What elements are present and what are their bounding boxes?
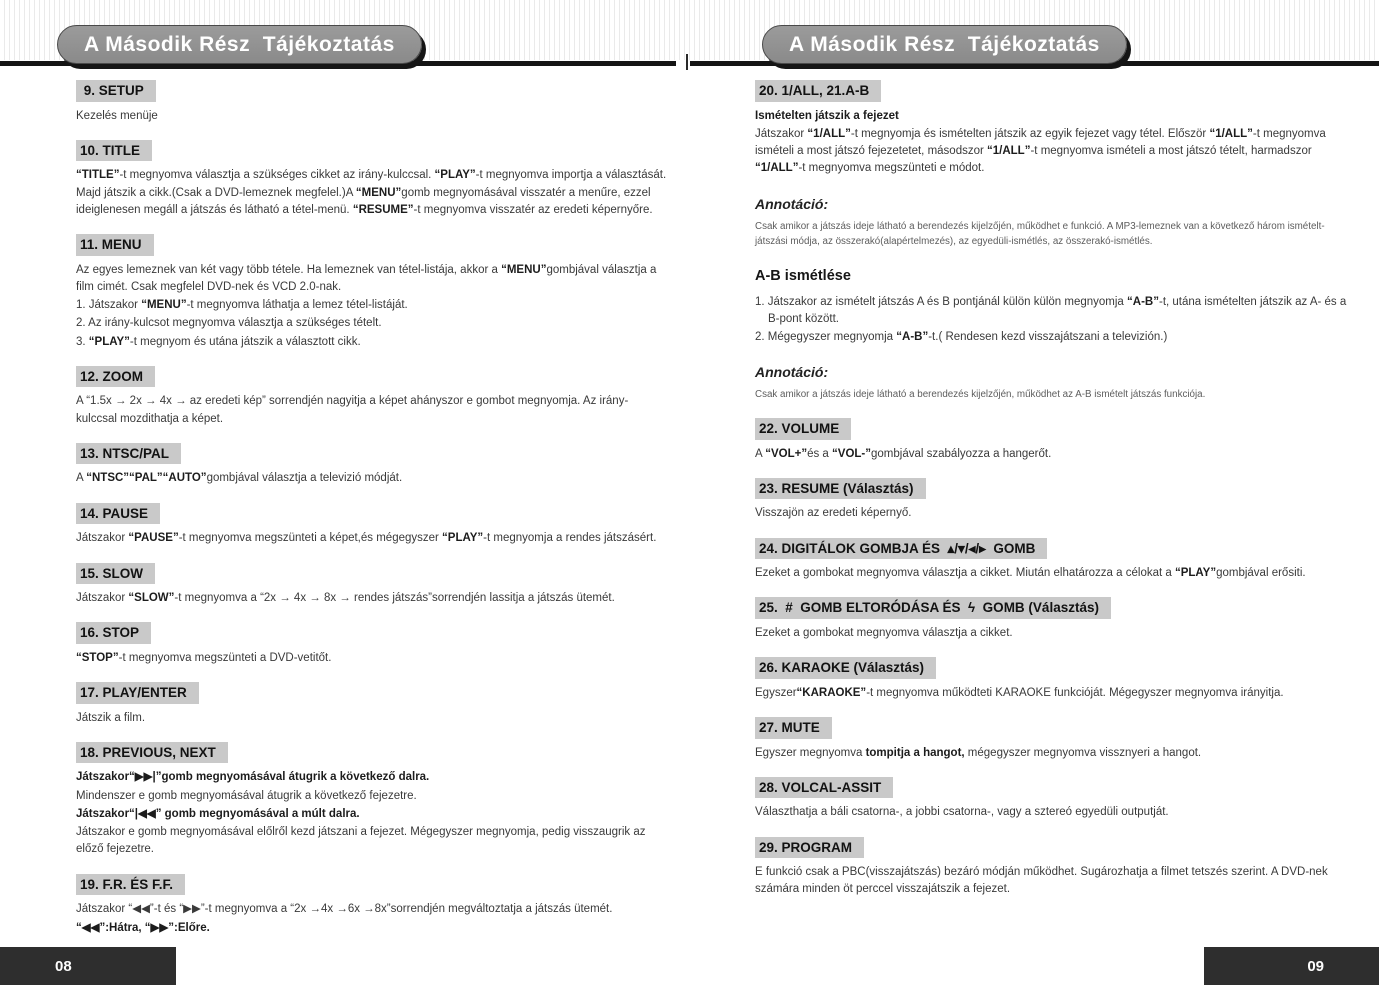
section-paragraph: 1. Játszakor “MENU”-t megnyomva láthatja a lemez tétel-listáját. [76,299,408,312]
manual-section [76,874,668,937]
manual-section [755,597,1355,642]
section-heading: 23. RESUME (Választás) [755,478,926,500]
section-heading: 15. SLOW [76,563,155,585]
section-heading: 17. PLAY/ENTER [76,682,199,704]
manual-section [76,140,668,219]
section-heading: 25. # GOMB ELTORÓDÁSA ÉS ϟ GOMB (Választás) [755,597,1111,619]
manual-section [76,563,668,608]
section-paragraph: A “1.5x → 2x → 4x → az eredeti kép” sorrendjén nagyitja a képet ahányszor e gombot megnyomja. Az irány-kulccsal mozdithatja a képet. [76,395,629,425]
manual-section [76,742,668,859]
section-paragraph: Játszakor“|◀◀” gomb megnyomásával a múlt dalra. [76,807,360,820]
section-paragraph: Választhatja a báli csatorna-, a jobbi csatorna-, vagy a sztereó egyedüli outputját. [755,806,1169,819]
page-fold-mark [686,54,688,70]
section-paragraph: A “VOL+”és a “VOL-”gombjával szabályozza a hangerőt. [755,447,1052,460]
manual-section [755,80,1355,403]
section-paragraph: 2. Mégegyszer megnyomja “A-B”-t.( Rendesen kezd visszajátszani a televizión.) [755,331,1168,344]
page-number-bar-right [1204,947,1379,985]
section-heading: 24. DIGITÁLOK GOMBJA ÉS ▴/▾/◂/▸ GOMB [755,538,1047,560]
manual-section [755,777,1355,822]
section-banner-label: A Második Rész Tájékoztatás [789,32,1100,56]
manual-page-right [755,80,1355,914]
section-paragraph: Annotáció: [755,364,829,381]
manual-section [755,418,1355,463]
section-banner-left [57,25,422,64]
section-banner-label: A Második Rész Tájékoztatás [84,32,395,56]
section-paragraph: 1. Játszakor az ismételt játszás A és B pontjánál külön külön megnyomja “A-B”-t, utána ismételten játszik az A- és a B-pont között. [755,295,1347,325]
section-heading: 16. STOP [76,622,151,644]
section-heading: 11. MENU [76,234,154,256]
section-paragraph: Annotáció: [755,195,829,212]
section-paragraph: Egyszer“KARAOKE”-t megnyomva működteti KARAOKE funkcióját. Mégegyszer megnyomva irányitja. [755,686,1284,699]
section-paragraph: E funkció csak a PBC(visszajátszás) bezáró módján működhet. Sugározhatja a filmet tetszés szerint. A DVD-nek számára minden öt perccel visszajátszik a fejezet. [755,866,1328,896]
section-paragraph: 3. “PLAY”-t megnyom és utána játszik a választott cikk. [76,335,361,348]
section-paragraph: Játszakor “1/ALL”-t megnyomja és ismételten játszik az egyik fejezet vagy tétel. Először “1/ALL”-t megnyomva ismételi a most játszó fejezetetet, másodszor “1/ALL”-t megnyomva ismételi a most játszó tételt, harmadszor “1/ALL”-t megnyomva megszünteti e módot. [755,127,1326,175]
manual-section [755,717,1355,762]
section-heading: 19. F.R. ÉS F.F. [76,874,185,896]
section-heading: 27. MUTE [755,717,832,739]
manual-section [755,837,1355,899]
section-heading: 14. PAUSE [76,503,160,525]
manual-section [755,538,1355,583]
manual-page-left [76,80,668,952]
section-paragraph: Játszik a film. [76,711,146,724]
manual-section [755,478,1355,523]
page-number-bar-left [0,947,176,985]
page-number: 08 [55,957,72,975]
section-paragraph: Játszakor “SLOW”-t megnyomva a “2x → 4x → 8x → rendes játszás”sorrendjén lassitja a játszás ütemét. [76,592,615,605]
section-paragraph: Játszakor“▶▶|”gomb megnyomásával átugrik a következő dalra. [76,771,430,784]
section-banner-right [762,25,1127,64]
section-paragraph: Ismételten játszik a fejezet [755,109,899,122]
section-heading: 29. PROGRAM [755,837,864,859]
section-paragraph: Ezeket a gombokat megnyomva választja a cikket. [755,627,1013,639]
section-heading: 13. NTSC/PAL [76,443,181,465]
section-paragraph: Játszakor “PAUSE”-t megnyomva megszünteti a képet,és mégegyszer “PLAY”-t megnyomja a rendes játszásért. [76,532,657,545]
section-paragraph: A-B ismétlése [755,267,851,284]
section-heading: 10. TITLE [76,140,152,162]
section-paragraph: Csak amikor a játszás ideje látható a berendezés kijelzőjén, működhet az A-B ismételt játszás funkciója. [755,389,1206,401]
page-number: 09 [1307,957,1324,975]
manual-section [76,682,668,727]
section-paragraph: Visszajön az eredeti képernyő. [755,507,912,520]
section-paragraph: Játszakor “◀◀”-t és “▶▶”-t megnyomva a “2x →4x →6x →8x”sorrendjén megváltoztatja a játszás ütemét. [76,903,613,916]
manual-section [76,622,668,667]
manual-section [76,443,668,488]
section-heading: 22. VOLUME [755,418,851,440]
manual-section [76,366,668,428]
manual-section [755,657,1355,702]
section-paragraph: 2. Az irány-kulcsot megnyomva választja a szükséges tételt. [76,317,382,330]
section-paragraph: A “NTSC”“PAL”“AUTO”gombjával választja a televizió módját. [76,472,403,485]
section-heading: 20. 1/ALL, 21.A-B [755,80,881,102]
section-heading: 26. KARAOKE (Választás) [755,657,936,679]
manual-section [76,234,668,351]
manual-section [76,80,668,125]
section-paragraph: Ezeket a gombokat megnyomva választja a cikket. Miután elhatározza a célokat a “PLAY”gombjával erősiti. [755,567,1306,580]
section-paragraph: “TITLE”-t megnyomva választja a szükséges cikket az irány-kulccsal. “PLAY”-t megnyomva importja a választását. Majd játszik a cikk.(Csak a DVD-lemeznek megfelel.)A “MENU”gomb megnyomásával visszatér a menűre, ezzel ideiglenesen megáll a játszás és látható a tétel-menü. “RESUME”-t megnyomva visszatér az eredeti képernyőre. [76,169,667,216]
section-paragraph: Mindenszer e gomb megnyomásával átugrik a következő fejezetre. [76,789,417,802]
section-paragraph: Egyszer megnyomva tompitja a hangot, mégegyszer megnyomva vissznyeri a hangot. [755,746,1202,759]
section-heading: 12. ZOOM [76,366,155,388]
manual-section [76,503,668,548]
section-heading: 9. SETUP [76,80,156,102]
section-heading: 28. VOLCAL-ASSIT [755,777,893,799]
section-paragraph: Játszakor e gomb megnyomásával előlről kezd játszani a fejezet. Mégegyszer megnyomja, pedig visszaugrik az előző fejezetre. [76,826,646,856]
section-paragraph: Kezelés menüje [76,109,158,122]
section-paragraph: “◀◀”:Hátra, “▶▶”:Előre. [76,921,210,934]
section-paragraph: Az egyes lemeznek van két vagy több tétele. Ha lemeznek van tétel-listája, akkor a “MENU”gombjával választja a film cimét. Csak megfelel DVD-nek és VCD 2.0-nak. [76,263,657,293]
section-heading: 18. PREVIOUS, NEXT [76,742,228,764]
section-paragraph: “STOP”-t megnyomva megszünteti a DVD-vetitőt. [76,651,332,664]
section-paragraph: Csak amikor a játszás ideje látható a berendezés kijelzőjén, működhet e funkció. A MP3-lemeznek van a következő három ismételt-játszási módja, az összerakó(alapértelmezés), az egyedüli-ismétlés, az összerakó-ismétlés. [755,220,1325,248]
